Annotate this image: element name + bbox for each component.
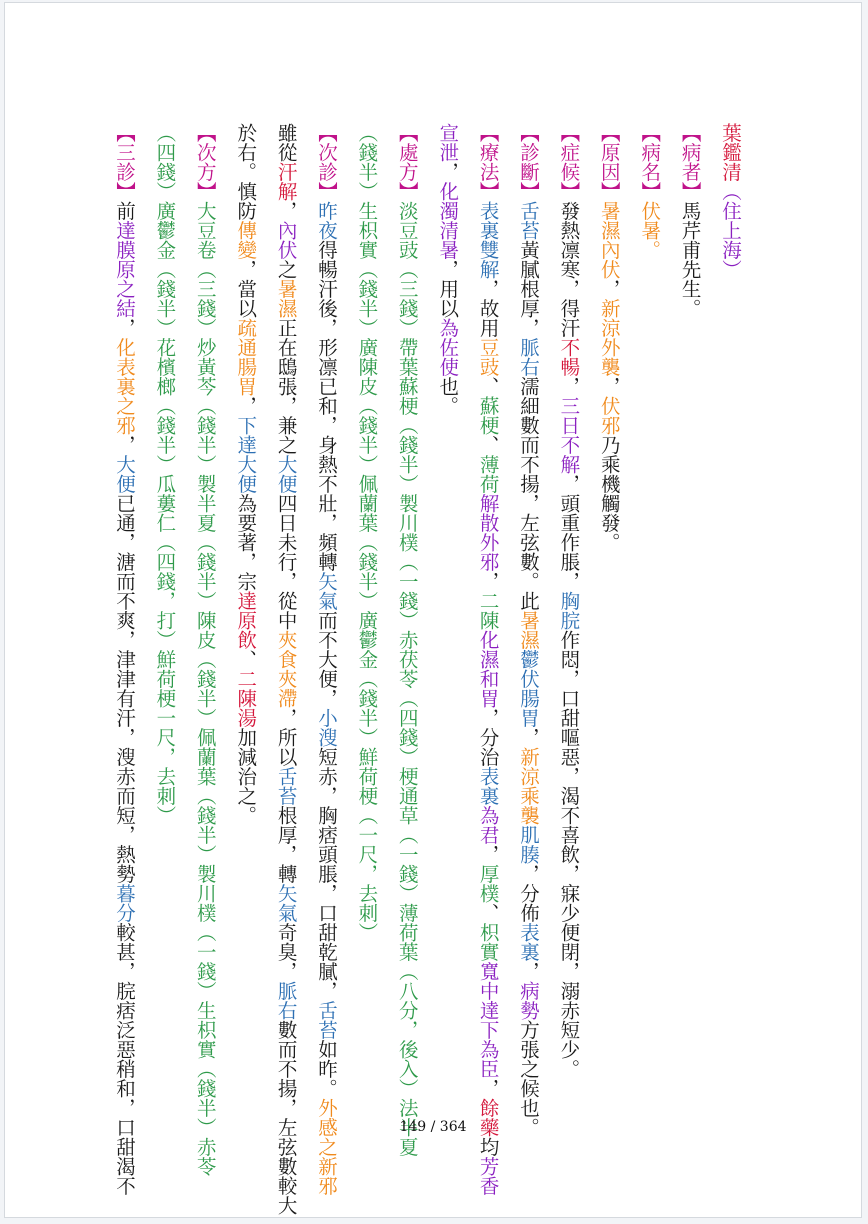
text-run: 也。 (436, 376, 460, 416)
text-run: 二陳湯 (234, 669, 258, 728)
text-run: 舌苔 (517, 201, 540, 240)
text-run: 新涼乘襲 (517, 747, 540, 825)
text-column (313, 123, 339, 1196)
text-run: 加減治之。 (234, 727, 258, 825)
text-run: 【診斷】 (517, 123, 540, 201)
text-run: 前 (113, 201, 136, 221)
text-run: 大便 (274, 454, 298, 494)
text-run: 傳變 (234, 220, 258, 260)
text-run: 枳實 (476, 922, 500, 962)
text-run: 達原飲 (234, 591, 258, 650)
text-run: 宣泄 (436, 123, 460, 162)
text-run: 薄荷 (476, 454, 500, 494)
text-run: 大豆卷（三錢）炒黃芩（錢半）製半夏（錢半）陳皮（錢半）佩蘭葉（錢半）製川樸（一錢）生枳實（錢半）赤苓 (193, 201, 217, 1176)
text-column (596, 123, 622, 552)
text-run: 寬中達下 (476, 961, 500, 1040)
text-run: ， (476, 571, 500, 591)
text-run: ，頭重作脹， (557, 474, 581, 591)
text-column (151, 123, 177, 825)
text-run: 短赤，胸痞頭脹，口甜乾膩， (315, 747, 338, 1001)
text-run: 病勢 (517, 981, 540, 1020)
text-run: ， (274, 201, 298, 221)
text-run: 【病名】 (638, 123, 662, 201)
text-run: ， (557, 376, 581, 396)
text-run: 【次方】 (193, 123, 217, 201)
text-run: 於右。慎防 (234, 123, 258, 221)
text-run: 達膜原之結 (113, 220, 136, 318)
text-run: 【原因】 (597, 123, 621, 201)
text-run: 暮分 (113, 883, 136, 923)
text-run: 雖從 (274, 123, 298, 162)
text-run: 矢氣 (274, 883, 298, 923)
text-run: 【三診】 (113, 123, 136, 201)
text-run: 脈右 (517, 337, 540, 377)
text-run: 【次診】 (315, 123, 338, 201)
text-column (677, 123, 703, 318)
text-run: 蘇梗 (476, 396, 500, 435)
text-column (394, 123, 420, 1157)
text-column (515, 123, 541, 1137)
text-column (717, 123, 743, 279)
text-run: 外感之新邪 (315, 1098, 338, 1196)
text-run: 【病者】 (678, 123, 702, 201)
text-run: 厚樸 (476, 864, 500, 903)
text-run: 暑濕 (274, 279, 298, 318)
text-run: ， (113, 318, 136, 338)
text-run: 化濁清暑 (436, 181, 460, 260)
text-run: ， (476, 844, 500, 864)
text-run: （錢半）生枳實（錢半）廣陳皮（錢半）佩蘭葉（錢半）廣鬱金（錢半）鮮荷梗（一尺，去刺） (355, 123, 379, 942)
text-run: 舌苔 (274, 766, 298, 806)
text-run: 下達大便 (234, 415, 258, 494)
text-run: 奇臭， (274, 922, 298, 981)
text-run: 不暢 (557, 337, 581, 377)
text-run: 鬱伏腸胃 (517, 649, 540, 728)
text-run: 得暢汗後，形凛已和，身熱不壯，頻轉 (315, 240, 338, 572)
text-run: （四錢）廣鬱金（錢半）花檳榔（錢半）瓜蔞仁（四錢，打）鮮荷梗一尺，去刺） (153, 123, 177, 825)
text-run: 為佐使 (436, 318, 460, 377)
text-run: 夾食夾滯 (274, 630, 298, 708)
text-run: 解散外邪 (476, 493, 500, 572)
text-run: ， (517, 727, 540, 747)
text-run: 為要著，宗 (234, 493, 258, 591)
text-run: 豆豉 (476, 337, 500, 377)
text-run: 、 (234, 649, 258, 669)
text-run: 矢氣 (315, 571, 338, 611)
text-run: 方張之候也。 (517, 1020, 540, 1137)
text-run: 芳香 (476, 1156, 500, 1196)
text-run: 馬芹甫先生。 (678, 201, 702, 318)
page-number: 149 / 364 (399, 1119, 467, 1135)
text-run: 、 (476, 376, 500, 396)
text-run: ，當以 (234, 259, 258, 318)
text-run: 肌腠 (517, 825, 540, 864)
text-run: 化濕和胃 (476, 630, 500, 708)
text-run: 正在鴟張，兼之 (274, 318, 298, 455)
text-run: 而不大便， (315, 610, 338, 708)
text-run: 均 (476, 1137, 500, 1157)
text-run: 新涼外襲 (597, 298, 621, 377)
text-run: ， (597, 376, 621, 396)
text-run: 疏通腸胃 (234, 318, 258, 396)
text-run: ， (234, 396, 258, 416)
text-run: 三日不解 (557, 396, 581, 474)
text-run: ， (436, 162, 460, 182)
text-run: 表裏 (476, 766, 500, 806)
text-run: 伏邪 (597, 396, 621, 435)
text-run: 暑濕內伏 (597, 201, 621, 279)
text-run: 內伏 (274, 220, 298, 260)
text-run: ，用以 (436, 259, 460, 318)
text-run: 作悶，口甜嘔惡，渴不喜飲，寐少便閉，溺赤短少。 (557, 630, 581, 1079)
text-run: 根厚，轉 (274, 805, 298, 884)
text-run: ，分治 (476, 708, 500, 767)
text-run: ， (517, 961, 540, 981)
text-run: 為臣 (476, 1039, 500, 1079)
text-run: 如昨。 (315, 1039, 338, 1098)
text-column (636, 123, 662, 260)
text-run: 發熱凛寒，得汗 (557, 201, 581, 338)
text-run: 表裏雙解 (476, 201, 500, 279)
text-run: 胸脘 (557, 591, 581, 630)
text-run: （住上海） (719, 181, 742, 279)
text-run: ， (113, 435, 136, 455)
text-run: 脈右 (274, 981, 298, 1020)
text-run: 較甚，脘痞泛惡稍和，口甜渴不 (113, 922, 136, 1196)
text-run: 表裏 (517, 922, 540, 962)
text-run: 伏暑。 (638, 201, 662, 260)
text-run: 、 (476, 435, 500, 455)
document-page (4, 2, 862, 1218)
text-run: 已通，溏而不爽，津津有汗，溲赤而短，熱勢 (113, 493, 136, 884)
text-column (192, 123, 218, 1176)
text-run: 淡豆豉（三錢）帶葉蘇梗（錢半）製川樸（一錢）赤茯苓（四錢）梗通草（一錢）薄荷葉（八分，後入）法半夏 (395, 201, 419, 1157)
text-column (475, 123, 501, 1196)
text-run: 為君 (476, 805, 500, 845)
text-run: 大便 (113, 454, 136, 494)
text-run: 乃乘機觸發。 (597, 435, 621, 552)
text-run: 昨夜 (315, 201, 338, 240)
text-run: 四日未行，從中 (274, 493, 298, 630)
text-column (232, 123, 258, 825)
text-run: 、 (476, 903, 500, 923)
text-column (555, 123, 581, 1079)
text-run: 暑濕 (517, 610, 540, 650)
text-column (353, 123, 379, 942)
text-run: 【療法】 (476, 123, 500, 201)
text-run: ，所以 (274, 708, 298, 767)
text-run: 數而不揚，左弦數較大 (274, 1020, 298, 1215)
text-run: 舌苔 (315, 1000, 338, 1040)
text-run: ， (597, 279, 621, 299)
text-run: ，故用 (476, 279, 500, 338)
text-run: 二陳 (476, 591, 500, 630)
text-run: 【症候】 (557, 123, 581, 201)
text-run: 小溲 (315, 708, 338, 747)
text-run: ， (476, 1078, 500, 1098)
text-run: 葉鑑清 (719, 123, 742, 182)
text-column (111, 123, 137, 1196)
text-column (434, 123, 460, 416)
text-run: 之 (274, 259, 298, 279)
text-column (273, 123, 299, 1215)
text-run: ，分佈 (517, 864, 540, 923)
text-run: 化表裏之邪 (113, 337, 136, 435)
text-run: 黃膩根厚， (517, 240, 540, 338)
text-run: 濡細數而不揚，左弦數。此 (517, 376, 540, 611)
text-run: 【處方】 (395, 123, 419, 201)
text-run: 汗解 (274, 162, 298, 201)
text-run: 餘藥 (476, 1098, 500, 1137)
